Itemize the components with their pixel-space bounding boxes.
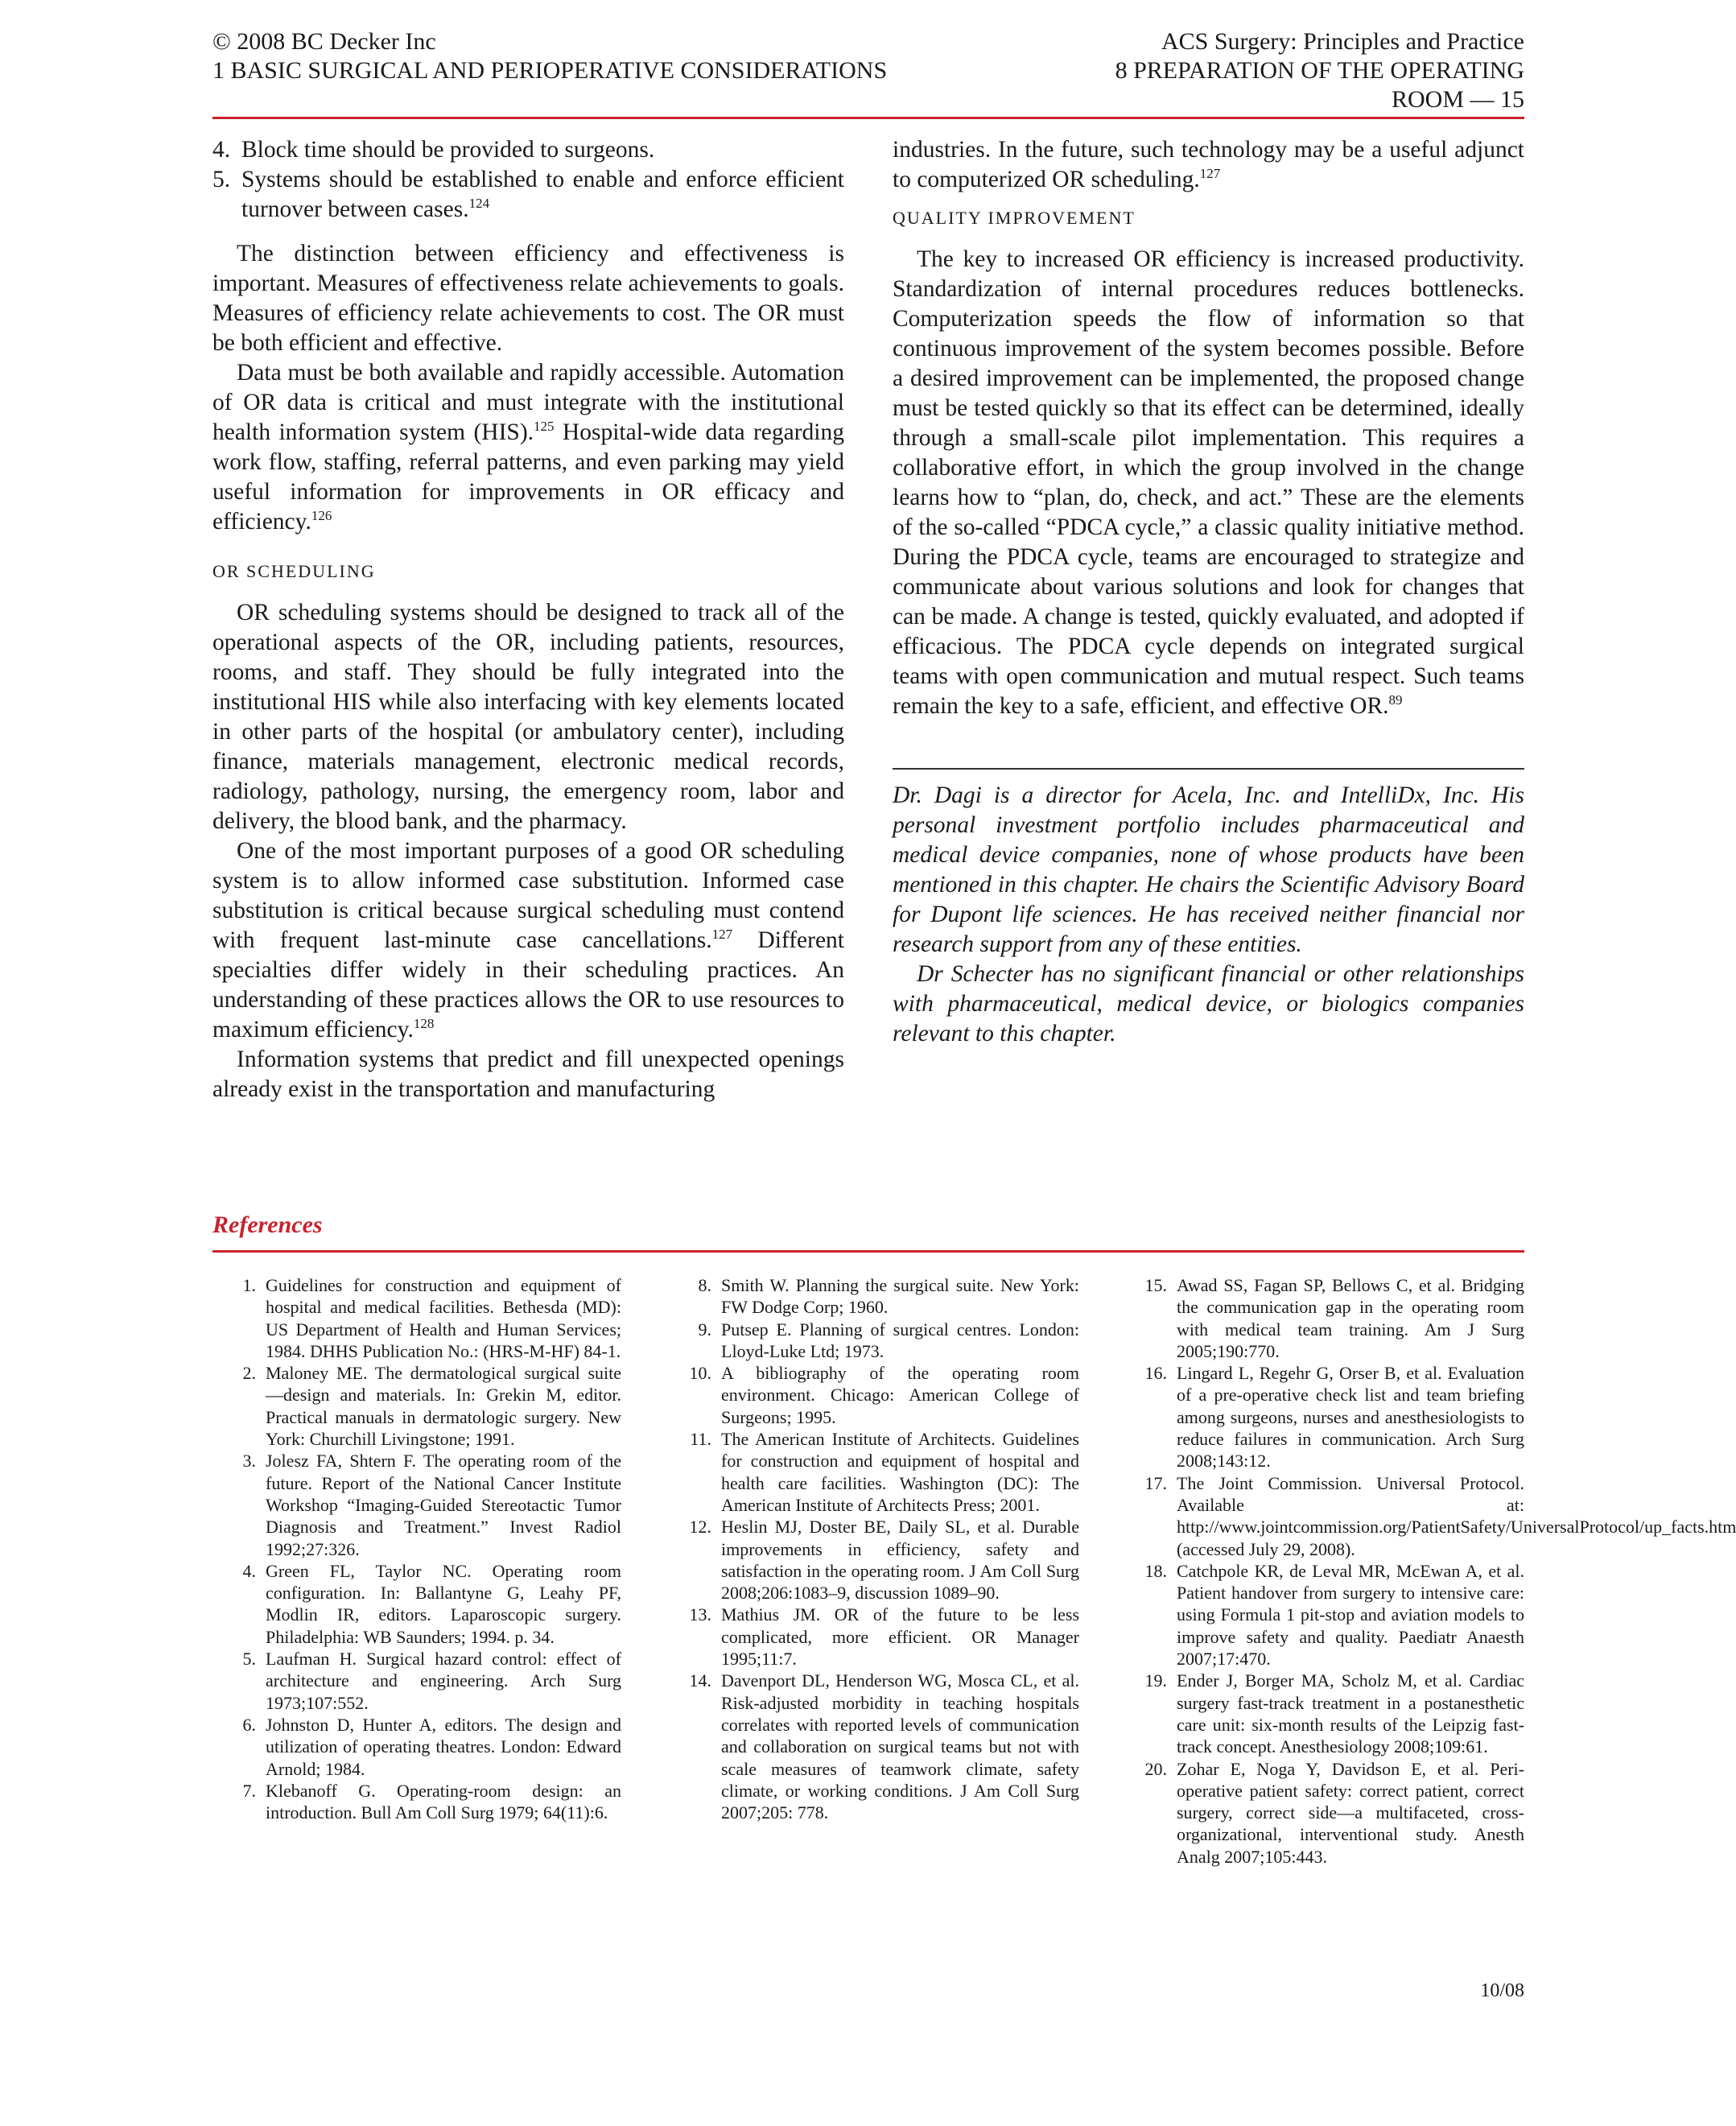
reference-number: 7.: [242, 1780, 256, 1801]
list-text: Systems should be established to enable and enforce efficient turnover between cases.: [241, 167, 844, 222]
reference-text: Putsep E. Planning of surgical centres. London: Lloyd-Luke Ltd; 1973.: [721, 1319, 1079, 1361]
paragraph: [212, 358, 844, 537]
reference-number: 13.: [689, 1604, 711, 1625]
citation: 128: [413, 1016, 435, 1032]
references-divider: [212, 1250, 1524, 1253]
reference-item: [219, 1780, 621, 1824]
reference-number: 16.: [1144, 1363, 1167, 1384]
body-column-right: [893, 135, 1524, 1049]
part-title: 1 BASIC SURGICAL AND PERIOPERATIVE CONSIDERATIONS: [212, 57, 888, 84]
paragraph-text: Different specialties differ widely in their scheduling practices. An understanding of these practices allows the OR to use resources to maximum efficiency.: [212, 927, 844, 1042]
disclosure-statement: Dr. Dagi is a director for Acela, Inc. and IntelliDx, Inc. His personal investment portfolio includes pharmaceutical and medical device companies, none of whose products have been mentioned in this chapter. He chairs the Scientific Advisory Board for Dupont life sciences. He has received neither financial nor research support from any of these entities.: [893, 782, 1524, 957]
reference-text: Guidelines for construction and equipment of hospital and medical facilities. Bethesda (MD): US Department of Health and Human Services; 1984. DHHS Publication No.: (HRS-M-HF) 84-1.: [266, 1275, 621, 1361]
section-heading-quality-improvement: QUALITY IMPROVEMENT: [893, 208, 1136, 228]
references-title: References: [212, 1212, 323, 1238]
reference-text: Maloney ME. The dermatological surgical suite—design and materials. In: Grekin M, editor. Practical manuals in dermatologic surgery. New York: Churchill Livingstone; 1991.: [266, 1363, 621, 1450]
citation: 89: [1388, 692, 1403, 708]
reference-text: The American Institute of Architects. Guidelines for construction and equipment of hospital and health care facilities. Washington (DC): The American Institute of Architects Press; 2001.: [721, 1429, 1079, 1515]
reference-item: [219, 1450, 621, 1559]
reference-item: [674, 1319, 1079, 1363]
disclosure-statement: Dr Schecter has no significant financial or other relationships with pharmaceutical, medical device, or biologics companies relevant to this chapter.: [893, 961, 1524, 1046]
reference-number: 18.: [1144, 1560, 1167, 1581]
header-left: [212, 27, 887, 85]
list-number: 4.: [212, 137, 231, 163]
paragraph-text: The distinction between efficiency and effectiveness is important. Measures of effectiveness relate achievements to goals. Measures of efficiency relate achievements to cost. The OR must be both efficient and effective.: [212, 241, 844, 356]
disclosure-divider: [893, 768, 1524, 770]
references-column-2: [674, 1274, 1079, 1823]
reference-item: [674, 1670, 1079, 1823]
reference-text: The Joint Commission. Universal Protocol. Available at: http://www.jointcommission.org/PatientSafety/UniversalProtocol/up_facts.htm (accessed July 29, 2008).: [1177, 1472, 1736, 1559]
reference-item: [674, 1362, 1079, 1428]
book-title: ACS Surgery: Principles and Practice: [1161, 28, 1524, 55]
reference-number: 10.: [689, 1363, 711, 1384]
reference-number: 3.: [242, 1451, 256, 1472]
reference-text: A bibliography of the operating room environment. Chicago: American College of Surgeons; 1995.: [721, 1363, 1079, 1427]
reference-text: Johnston D, Hunter A, editors. The design and utilization of operating theatres. London: Edward Arnold; 1984.: [266, 1714, 621, 1779]
citation: 127: [1199, 166, 1221, 182]
paragraph-text: The key to increased OR efficiency is increased productivity. Standardization of internal procedures reduces bottlenecks. Computerization speeds the flow of information so that continuous improvement of the system becomes possible. Before a desired improvement can be implemented, the proposed change must be tested quickly so that its effect can be determined, ideally through a small-scale pilot implementation. This requires a collaborative effort, in which the group involved in the change learns how to “plan, do, check, and act.” These are the elements of the so-called “PDCA cycle,” a classic quality initiative method. During the PDCA cycle, teams are encouraged to strategize and communicate about various solutions and look for changes that can be made. A change is tested, quickly evaluated, and adopted if efficacious. The PDCA cycle depends on integrated surgical teams with open communication and mutual respect. Such teams remain the key to a safe, efficient, and effective OR.: [893, 246, 1524, 719]
reference-item: [219, 1560, 621, 1648]
paragraph-text: OR scheduling systems should be designed to track all of the operational aspects of the OR, including patients, resources, rooms, and staff. They should be fully integrated into the institutional HIS while also interfacing with key elements located in other parts of the hospital (or ambulatory center), including finance, materials management, electronic medical records, radiology, pathology, nursing, the emergency room, labor and delivery, the blood bank, and the pharmacy.: [212, 600, 844, 834]
reference-text: Mathius JM. OR of the future to be less complicated, more efficient. OR Manager 1995;11:7.: [721, 1604, 1079, 1670]
reference-item: [1130, 1758, 1524, 1868]
citation: 124: [468, 196, 490, 212]
body-column-left: [212, 135, 844, 1104]
paragraph-text: Information systems that predict and fill unexpected openings already exist in the transportation and manufacturing: [212, 1046, 844, 1102]
reference-item: [219, 1274, 621, 1362]
reference-item: [219, 1362, 621, 1450]
paragraph-text: industries. In the future, such technology may be a useful adjunct to computerized OR scheduling.: [893, 137, 1524, 192]
list-item: [212, 135, 844, 165]
reference-number: 6.: [242, 1714, 256, 1735]
reference-number: 12.: [689, 1517, 711, 1538]
citation: 127: [711, 927, 733, 943]
citation: 126: [311, 508, 332, 524]
reference-text: Jolesz FA, Shtern F. The operating room of the future. Report of the National Cancer Institute Workshop “Imaging-Guided Stereotactic Tumor Diagnosis and Treatment.” Invest Radiol 1992;27:326.: [266, 1451, 621, 1559]
list-number: 5.: [212, 167, 231, 192]
paragraph-text: One of the most important purposes of a good OR scheduling system is to allow informed case substitution. Informed case substitution is critical because surgical scheduling must contend with frequent last-minute case cancellations.: [212, 838, 844, 953]
paragraph: [893, 135, 1524, 195]
reference-text: Davenport DL, Henderson WG, Mosca CL, et al. Risk-adjusted morbidity in teaching hospitals correlates with reported levels of communication and collaboration on surgical teams but not with scale measures of teamwork climate, safety climate, or working conditions. J Am Coll Surg 2007;205: 778.: [721, 1670, 1079, 1823]
page: [212, 0, 1736, 2126]
paragraph: [893, 245, 1524, 721]
reference-number: 17.: [1144, 1472, 1167, 1493]
list-text: Block time should be provided to surgeons.: [241, 137, 655, 163]
citation: 125: [534, 419, 555, 435]
reference-item: [674, 1604, 1079, 1670]
section-heading-or-scheduling: OR SCHEDULING: [212, 561, 376, 581]
reference-text: Lingard L, Regehr G, Orser B, et al. Evaluation of a pre-operative check list and team briefing among surgeons, nurses and anesthesiologists to reduce failures in communication. Arch Surg 2008;143:12.: [1177, 1363, 1524, 1472]
reference-text: Laufman H. Surgical hazard control: effect of architecture and engineering. Arch Surg 1973;107:552.: [266, 1649, 621, 1713]
reference-text: Klebanoff G. Operating-room design: an introduction. Bull Am Coll Surg 1979; 64(11):6.: [266, 1780, 621, 1823]
reference-item: [674, 1516, 1079, 1604]
reference-text: Smith W. Planning the surgical suite. New York: FW Dodge Corp; 1960.: [721, 1275, 1079, 1318]
reference-item: [219, 1648, 621, 1714]
footer-date: 10/08: [1480, 1980, 1524, 2001]
header-divider: [212, 117, 1524, 119]
recommendation-list: [212, 135, 844, 225]
list-item: [212, 165, 844, 225]
reference-text: Green FL, Taylor NC. Operating room configuration. In: Ballantyne G, Leahy PF, Modlin IR, editors. Laparoscopic surgery. Philadelphia: WB Saunders; 1994. p. 34.: [266, 1560, 621, 1647]
reference-text: Awad SS, Fagan SP, Bellows C, et al. Bridging the communication gap in the operating room with medical team training. Am J Surg 2005;190:770.: [1177, 1275, 1524, 1361]
reference-number: 8.: [698, 1275, 711, 1295]
copyright-line: © 2008 BC Decker Inc: [212, 28, 436, 55]
reference-number: 5.: [242, 1649, 256, 1670]
references-column-1: [219, 1274, 621, 1823]
reference-number: 9.: [698, 1319, 711, 1340]
chapter-title-line2: ROOM — 15: [1391, 86, 1524, 113]
paragraph: [212, 836, 844, 1045]
reference-item: [674, 1274, 1079, 1319]
reference-number: 19.: [1144, 1670, 1167, 1691]
reference-number: 20.: [1144, 1758, 1167, 1779]
paragraph: [212, 1045, 844, 1104]
chapter-title-line1: 8 PREPARATION OF THE OPERATING: [1115, 57, 1524, 84]
references-column-3: [1130, 1274, 1736, 1868]
reference-item: [1130, 1362, 1524, 1472]
reference-number: 11.: [690, 1429, 711, 1450]
reference-text: Ender J, Borger MA, Scholz M, et al. Cardiac surgery fast-track treatment in a postanesthetic care unit: six-month results of the Leipzig fast-track concept. Anesthesiology 2008;109:61.: [1177, 1670, 1524, 1757]
reference-item: [674, 1428, 1079, 1516]
paragraph-text: Hospital-wide data regarding work flow, staffing, referral patterns, and even parking may yield useful information for improvements in OR efficacy and efficiency.: [212, 419, 844, 535]
paragraph: [212, 239, 844, 358]
reference-number: 15.: [1144, 1275, 1167, 1295]
paragraph: [212, 598, 844, 836]
reference-text: Heslin MJ, Doster BE, Daily SL, et al. Durable improvements in efficiency, safety and satisfaction in the operating room. J Am Coll Surg 2008;206:1083–9, discussion 1089–90.: [721, 1517, 1079, 1604]
reference-number: 2.: [242, 1363, 256, 1384]
reference-number: 1.: [242, 1275, 256, 1295]
reference-item: [1130, 1560, 1524, 1670]
reference-item: [1130, 1274, 1524, 1362]
reference-item: [219, 1714, 621, 1780]
paragraph-text: Data must be both available and rapidly accessible. Automation of OR data is critical and must integrate with the institutional health information system (HIS).: [212, 360, 844, 445]
reference-number: 14.: [689, 1670, 711, 1691]
reference-number: 4.: [242, 1560, 256, 1581]
reference-item: [1130, 1472, 1736, 1560]
reference-text: Zohar E, Noga Y, Davidson E, et al. Peri-operative patient safety: correct patient, correct surgery, correct side—a multifaceted, cross-organizational, interventional study. Anesth Analg 2007;105:443.: [1177, 1758, 1524, 1867]
reference-item: [1130, 1670, 1524, 1757]
reference-text: Catchpole KR, de Leval MR, McEwan A, et al. Patient handover from surgery to intensive care: using Formula 1 pit-stop and aviation models to improve safety and quality. Paediatr Anaesth 2007;17:470.: [1177, 1560, 1524, 1670]
header-right: [1115, 27, 1524, 114]
